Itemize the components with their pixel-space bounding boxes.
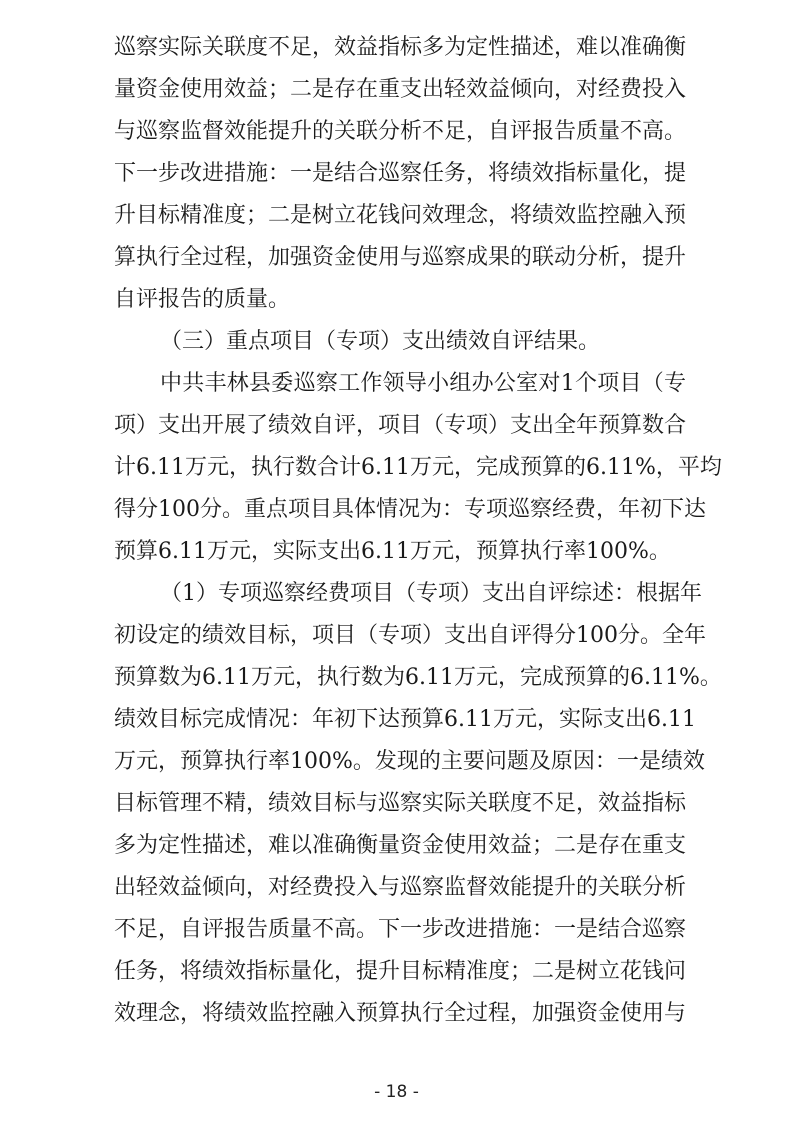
text-line-3: 与巡察监督效能提升的关联分析不足，自评报告质量不高。 — [114, 119, 687, 144]
text-line-12: 得分100分。重点项目具体情况为：专项巡察经费，年初下达 — [114, 497, 706, 522]
text-line-6: 算执行全过程，加强资金使用与巡察成果的联动分析，提升 — [114, 245, 687, 270]
text-line-14: （1）专项巡察经费项目（专项）支出自评综述：根据年 — [160, 581, 702, 606]
text-line-21: 出轻效益倾向，对经费投入与巡察监督效能提升的关联分析 — [114, 875, 687, 900]
text-line-24: 效理念，将绩效监控融入预算执行全过程，加强资金使用与 — [114, 1001, 687, 1026]
text-line-20: 多为定性描述，难以准确衡量资金使用效益；二是存在重支 — [114, 833, 687, 858]
section-heading: （三）重点项目（专项）支出绩效自评结果。 — [160, 329, 601, 354]
text-line-7: 自评报告的质量。 — [114, 287, 291, 312]
text-line-11: 计6.11万元，执行数合计6.11万元，完成预算的6.11%，平均 — [114, 455, 722, 480]
text-line-2: 量资金使用效益；二是存在重支出轻效益倾向，对经费投入 — [114, 77, 687, 102]
text-line-16: 预算数为6.11万元，执行数为6.11万元，完成预算的6.11%。 — [114, 665, 722, 690]
page-number: - 18 - — [374, 1082, 419, 1102]
text-line-19: 目标管理不精，绩效目标与巡察实际关联度不足，效益指标 — [114, 791, 687, 816]
text-line-23: 任务，将绩效指标量化，提升目标精准度；二是树立花钱问 — [114, 959, 687, 984]
text-line-1: 巡察实际关联度不足，效益指标多为定性描述，难以准确衡 — [114, 35, 687, 60]
text-line-18: 万元，预算执行率100%。发现的主要问题及原因：一是绩效 — [114, 749, 705, 774]
text-line-10: 项）支出开展了绩效自评，项目（专项）支出全年预算数合 — [114, 413, 687, 438]
text-line-13: 预算6.11万元，实际支出6.11万元，预算执行率100%。 — [114, 539, 671, 564]
text-line-5: 升目标精准度；二是树立花钱问效理念，将绩效监控融入预 — [114, 203, 687, 228]
text-line-17: 绩效目标完成情况：年初下达预算6.11万元，实际支出6.11 — [114, 707, 696, 732]
text-line-22: 不足，自评报告质量不高。下一步改进措施：一是结合巡察 — [114, 917, 687, 942]
text-line-9: 中共丰林县委巡察工作领导小组办公室对1个项目（专 — [160, 371, 686, 396]
text-line-4: 下一步改进措施：一是结合巡察任务，将绩效指标量化，提 — [114, 161, 687, 186]
text-line-15: 初设定的绩效目标，项目（专项）支出自评得分100分。全年 — [114, 623, 706, 648]
